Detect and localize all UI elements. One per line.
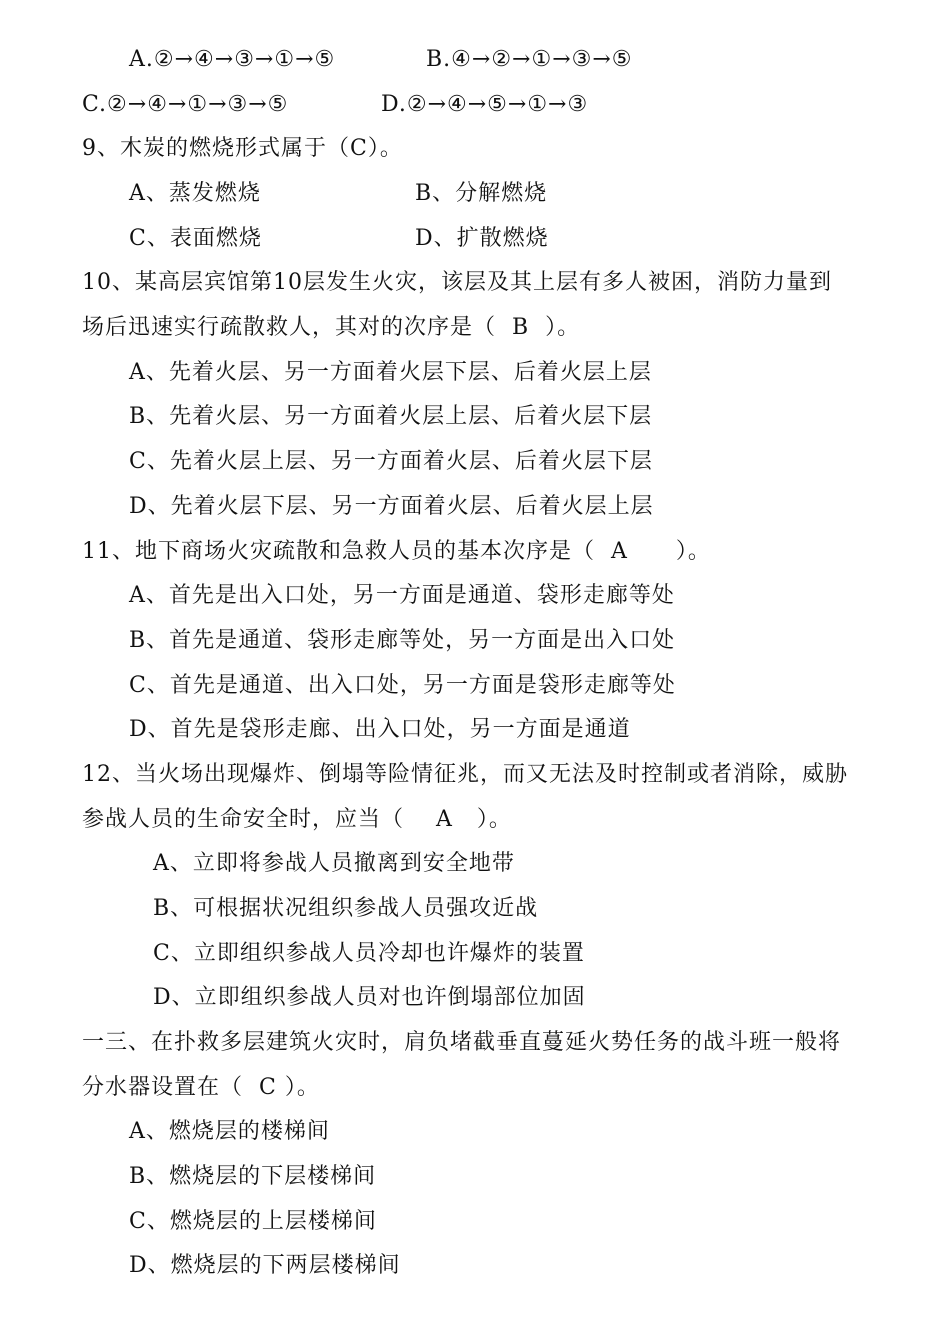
q12-option-d: D、立即组织参战人员对也许倒塌部位加固 xyxy=(153,985,586,1010)
q13-option-c: C、燃烧层的上层楼梯间 xyxy=(129,1209,377,1234)
q12-question-line2: 参战人员的生命安全时，应当（ A ）。 xyxy=(82,807,512,832)
q13-option-b: B、燃烧层的下层楼梯间 xyxy=(129,1164,377,1189)
q8-option-b: B.④→②→①→③→⑤ xyxy=(426,47,633,72)
q13-question-line2: 分水器设置在（ C ）。 xyxy=(82,1075,320,1100)
q10-option-c: C、先着火层上层、另一方面着火层、后着火层下层 xyxy=(129,449,653,474)
q8-option-c: C.②→④→①→③→⑤ xyxy=(82,92,289,117)
q9-option-a: A、蒸发燃烧 xyxy=(129,181,261,206)
q8-option-d: D.②→④→⑤→①→③ xyxy=(381,92,589,117)
q12-question-line1: 12、当火场出现爆炸、倒塌等险情征兆，而又无法及时控制或者消除，威胁 xyxy=(82,762,848,787)
q11-option-b: B、首先是通道、袋形走廊等处，另一方面是出入口处 xyxy=(129,628,676,653)
q12-option-b: B、可根据状况组织参战人员强攻近战 xyxy=(153,896,539,921)
q12-option-c: C、立即组织参战人员冷却也许爆炸的装置 xyxy=(153,941,585,966)
q10-option-a: A、先着火层、另一方面着火层下层、后着火层上层 xyxy=(129,360,652,385)
q12-option-a: A、立即将参战人员撤离到安全地带 xyxy=(153,851,515,876)
q13-option-a: A、燃烧层的楼梯间 xyxy=(129,1119,330,1144)
q10-question-line1: 10、某高层宾馆第10层发生火灾，该层及其上层有多人被困，消防力量到 xyxy=(82,270,832,295)
q9-option-d: D、扩散燃烧 xyxy=(415,226,549,251)
q9-option-b: B、分解燃烧 xyxy=(415,181,548,206)
q10-option-d: D、先着火层下层、另一方面着火层、后着火层上层 xyxy=(129,494,654,519)
q11-option-c: C、首先是通道、出入口处，另一方面是袋形走廊等处 xyxy=(129,673,676,698)
q13-option-d: D、燃烧层的下两层楼梯间 xyxy=(129,1253,401,1278)
q11-question: 11、地下商场火灾疏散和急救人员的基本次序是（ A ）。 xyxy=(82,539,711,564)
q8-option-a: A.②→④→③→①→⑤ xyxy=(129,47,336,72)
q11-option-d: D、首先是袋形走廊、出入口处，另一方面是通道 xyxy=(129,717,631,742)
q10-question-line2: 场后迅速实行疏散救人，其对的次序是（ B ）。 xyxy=(82,315,581,340)
q13-question-line1: 一三、在扑救多层建筑火灾时，肩负堵截垂直蔓延火势任务的战斗班一般将 xyxy=(82,1030,842,1055)
q9-question: 9、木炭的燃烧形式属于（C）。 xyxy=(82,136,403,161)
q10-option-b: B、先着火层、另一方面着火层上层、后着火层下层 xyxy=(129,404,653,429)
q11-option-a: A、首先是出入口处，另一方面是通道、袋形走廊等处 xyxy=(129,583,675,608)
q9-option-c: C、表面燃烧 xyxy=(129,226,262,251)
